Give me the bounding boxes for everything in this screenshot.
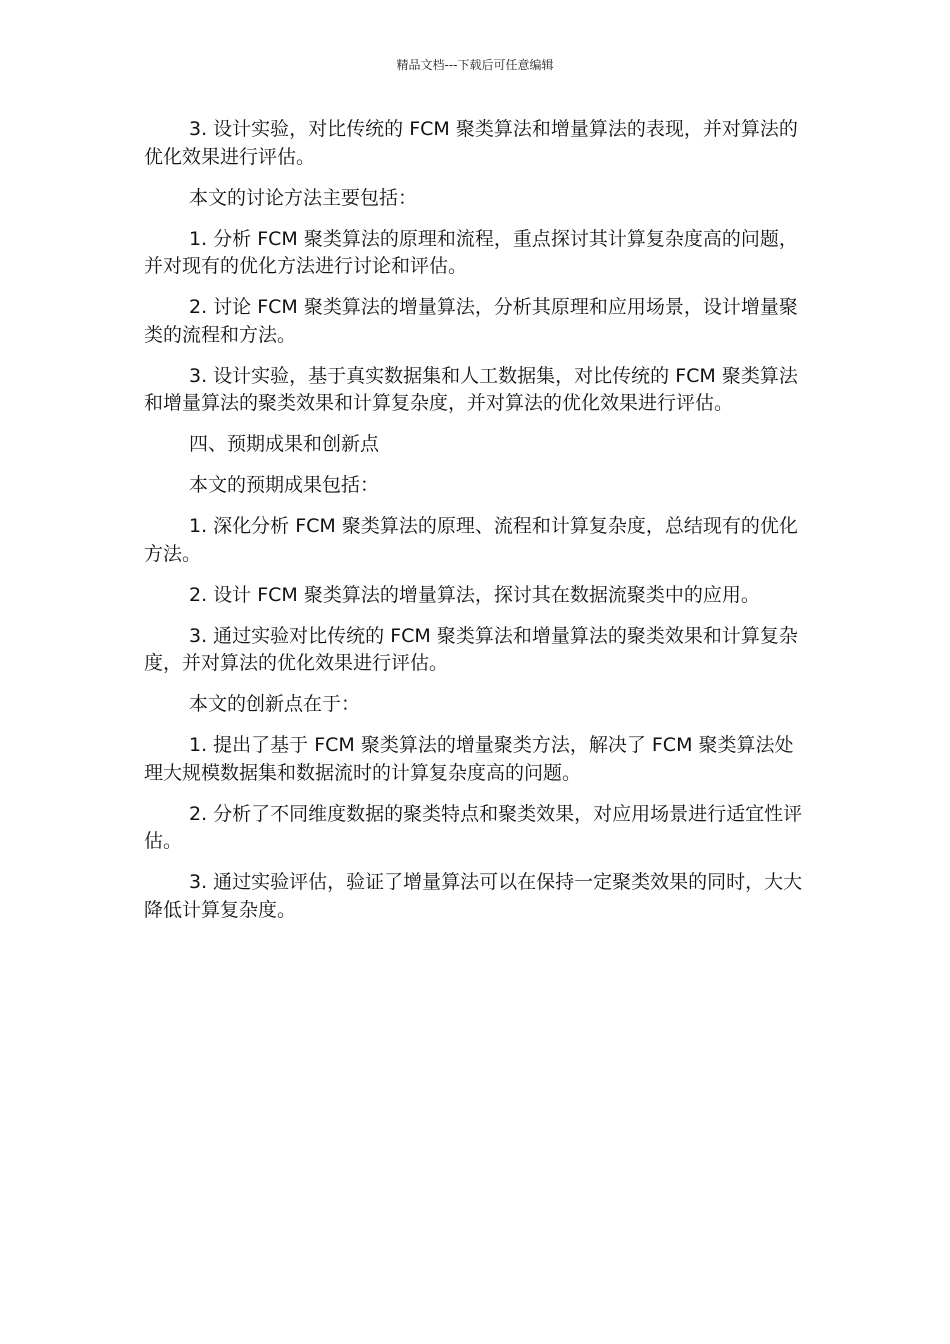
paragraph-innovations-intro: 本文的创新点在于： [189,693,361,715]
paragraph-innovation-2: 2. 分析了不同维度数据的聚类特点和聚类效果，对应用场景进行适宜性评估。 [144,802,803,852]
page-header: 精品文档---下载后可任意编辑 [396,58,554,72]
paragraph-result-1: 1. 深化分析 FCM 聚类算法的原理、流程和计算复杂度，总结现有的优化方法。 [144,515,798,565]
paragraph-method-3: 3. 设计实验，基于真实数据集和人工数据集，对比传统的 FCM 聚类算法和增量算法的聚类效果和计算复杂度，并对算法的优化效果进行评估。 [144,364,798,414]
document-body [144,116,808,938]
paragraph-method-1: 1. 分析 FCM 聚类算法的原理和流程，重点探讨其计算复杂度高的问题，并对现有的优化方法进行讨论和评估。 [144,227,798,277]
paragraph-method-2: 2. 讨论 FCM 聚类算法的增量算法，分析其原理和应用场景，设计增量聚类的流程和方法。 [144,296,798,346]
section-heading-expected-results: 四、预期成果和创新点 [189,433,380,455]
paragraph-results-intro: 本文的预期成果包括： [189,474,380,496]
paragraph-result-2: 2. 设计 FCM 聚类算法的增量算法，探讨其在数据流聚类中的应用。 [189,583,760,606]
paragraph-design-experiment-1: 3. 设计实验，对比传统的 FCM 聚类算法和增量算法的表现，并对算法的优化效果进行评估。 [144,118,798,168]
paragraph-innovation-1: 1. 提出了基于 FCM 聚类算法的增量聚类方法，解决了 FCM 聚类算法处理大规模数据集和数据流时的计算复杂度高的问题。 [144,734,794,784]
paragraph-innovation-3: 3. 通过实验评估，验证了增量算法可以在保持一定聚类效果的同时，大大降低计算复杂度。 [144,871,803,921]
paragraph-methods-intro: 本文的讨论方法主要包括： [189,186,418,209]
paragraph-result-3: 3. 通过实验对比传统的 FCM 聚类算法和增量算法的聚类效果和计算复杂度，并对算法的优化效果进行评估。 [144,624,798,674]
